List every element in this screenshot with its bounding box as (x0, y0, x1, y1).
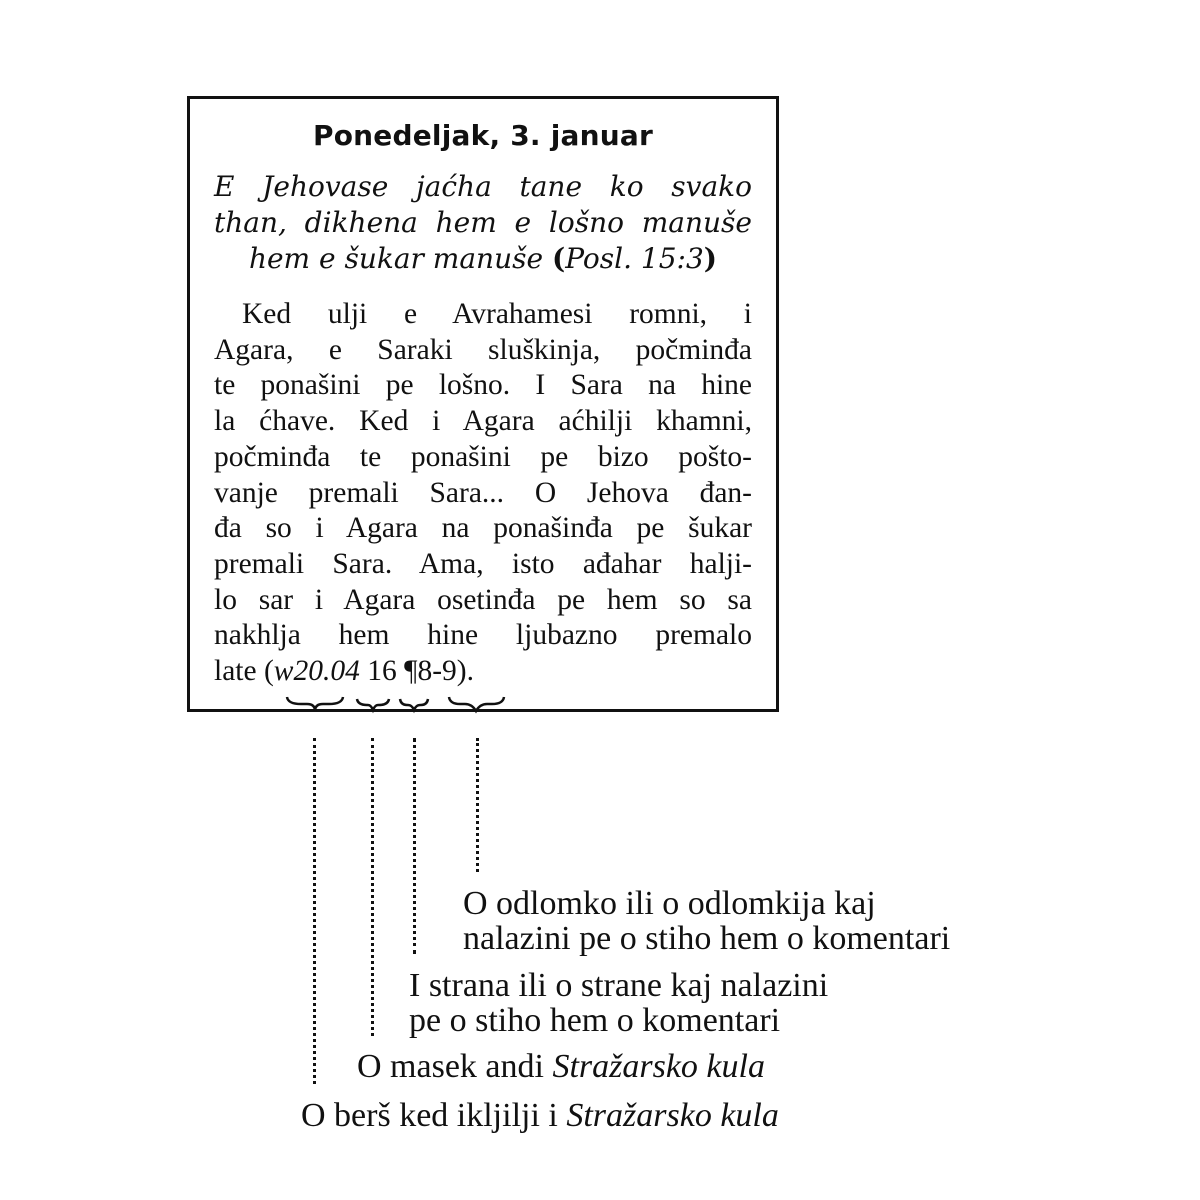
callout-paragraphs (463, 886, 950, 956)
verse-line-3-text: hem e šukar manuše (248, 242, 544, 275)
para-last-start: late ( (214, 655, 274, 688)
verse-reference: Posl. 15:3 (565, 242, 704, 275)
callout-paragraphs-line-2: nalazini pe o stiho hem o komentari (463, 920, 951, 957)
para-line-4: la ćhave. Ked i Agara aćhilji khamni, (214, 405, 752, 438)
para-line-3: te ponašini pe lošno. I Sara na hine (214, 369, 752, 402)
brace-year (287, 697, 343, 711)
callout-page-line-2: pe o stiho hem o komentari (409, 1002, 781, 1039)
callout-month-text: O masek andi (357, 1048, 553, 1085)
citation-publication: w20.04 (273, 655, 360, 688)
para-line-6: vanje premali Sara... O Jehova đan- (214, 476, 752, 509)
callout-month (357, 1049, 765, 1084)
para-last-end: ). (456, 655, 474, 688)
leader-paragraphs (476, 738, 479, 872)
para-line-10: nakhlja hem hine ljubazno premalo (214, 619, 752, 652)
verse-ref-open: ( (551, 242, 566, 275)
brace-paragraphs (449, 697, 504, 711)
verse-ref-close: ) (703, 242, 718, 275)
brace-page (400, 699, 428, 710)
callout-month-publication: Stražarsko kula (552, 1048, 765, 1085)
para-line-8: premali Sara. Ama, isto ađahar halji- (214, 547, 752, 580)
leader-month (371, 738, 374, 1036)
callout-year (301, 1098, 779, 1133)
leader-page (413, 738, 416, 954)
callout-paragraphs-line-1: O odlomko ili o odlomkija kaj (463, 885, 876, 922)
date-heading: Ponedeljak, 3. januar (313, 119, 653, 152)
verse-line-2: than, dikhena hem e lošno manuše (214, 206, 752, 239)
para-line-9: lo sar i Agara osetinđa pe hem so sa (214, 583, 752, 616)
citation-page: 16 (367, 655, 397, 688)
leader-year (313, 738, 316, 1084)
para-line-2: Agara, e Saraki sluškinja, počminđa (214, 333, 752, 366)
para-line-7: đa so i Agara na ponašinđa pe šukar (214, 512, 752, 545)
callout-year-publication: Stražarsko kula (566, 1097, 779, 1134)
para-line-1-text: Ked ulji e Avrahamesi romni, i (242, 298, 752, 330)
verse-line-1: E Jehovase jaćha tane ko svako (214, 170, 752, 203)
brace-month (357, 699, 389, 710)
callout-page (409, 968, 828, 1038)
callout-year-text: O berš ked ikljilji i (301, 1097, 567, 1134)
callout-page-line-1: I strana ili o strane kaj nalazini (409, 967, 829, 1004)
para-line-5: počminđa te ponašini pe bizo pošto- (214, 440, 752, 473)
citation-paragraphs: ¶8-9 (404, 655, 457, 688)
